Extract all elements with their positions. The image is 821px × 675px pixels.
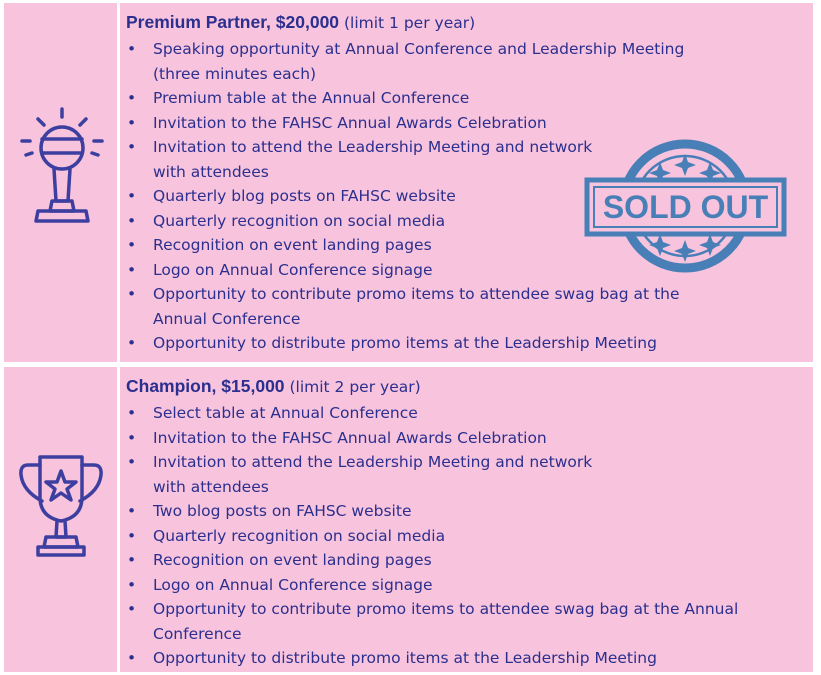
benefit-text: Recognition on event landing pages — [153, 551, 432, 569]
tier-heading — [126, 12, 475, 33]
bullet-point: • — [127, 138, 137, 156]
bullet-point: • — [127, 526, 137, 545]
benefit-text: with attendees — [153, 477, 269, 496]
bullet-point: • — [127, 502, 137, 520]
bullet-point: • — [127, 113, 137, 132]
tier-title: Champion, $15,000 — [126, 376, 285, 396]
benefit-text: Opportunity to contribute promo items to attendee swag bag at the — [153, 285, 680, 303]
bullet-point: • — [127, 649, 137, 667]
benefit-text: Quarterly recognition on social media — [153, 526, 446, 545]
tier-title: Premium Partner, $20,000 — [126, 12, 340, 32]
tier-limit: (limit 1 per year) — [343, 14, 476, 32]
benefit-text: Premium table at the Annual Conference — [153, 89, 470, 107]
bullet-point: • — [127, 600, 137, 618]
benefit-text: Logo on Annual Conference signage — [153, 575, 433, 594]
tier-heading — [126, 376, 421, 397]
bullet-point: • — [127, 187, 137, 205]
bullet-point: • — [127, 453, 137, 471]
benefit-text: Two blog posts on FAHSC website — [153, 502, 412, 520]
benefit-text: Invitation to the FAHSC Annual Awards Celebration — [153, 428, 547, 447]
sold-out-stamp — [583, 132, 788, 280]
premium-partner-icon-cell — [4, 3, 117, 362]
bullet-point: • — [127, 260, 137, 279]
benefit-text: Invitation to the FAHSC Annual Awards Celebration — [153, 113, 547, 132]
benefit-text: Opportunity to contribute promo items to attendee swag bag at the Annual — [153, 600, 739, 618]
bullet-point: • — [127, 575, 137, 594]
benefit-text: Quarterly blog posts on FAHSC website — [153, 187, 456, 205]
bullet-point: • — [127, 236, 137, 254]
benefit-text: Recognition on event landing pages — [153, 236, 432, 254]
stamp-text: SOLD OUT — [602, 189, 769, 225]
bullet-point: • — [127, 428, 137, 447]
benefit-text: Invitation to attend the Leadership Meeting and network — [153, 453, 593, 471]
bullet-point: • — [127, 404, 137, 422]
microphone-trophy-icon — [16, 103, 106, 233]
bullet-point: • — [127, 211, 137, 230]
benefit-text: Invitation to attend the Leadership Meeting and network — [153, 138, 593, 156]
benefit-text: Annual Conference — [153, 309, 301, 328]
benefit-text: Speaking opportunity at Annual Conference and Leadership Meeting — [153, 40, 685, 58]
champion-panel — [120, 367, 813, 672]
bullet-point: • — [127, 89, 137, 107]
benefit-text: Opportunity to distribute promo items at the Leadership Meeting — [153, 334, 657, 352]
benefit-text: Select table at Annual Conference — [153, 404, 418, 422]
benefit-text: Quarterly recognition on social media — [153, 211, 446, 230]
benefit-text: Logo on Annual Conference signage — [153, 260, 433, 279]
premium-partner-panel — [120, 3, 813, 362]
bullet-point: • — [127, 334, 137, 352]
champion-icon-cell — [4, 367, 117, 672]
tier-limit: (limit 2 per year) — [289, 378, 421, 396]
bullet-point: • — [127, 285, 137, 303]
benefit-text: Opportunity to distribute promo items at the Leadership Meeting — [153, 649, 657, 667]
benefit-text: Conference — [153, 624, 242, 643]
benefit-text: with attendees — [153, 162, 269, 181]
bullet-point: • — [127, 40, 137, 58]
benefit-text: (three minutes each) — [153, 64, 317, 83]
star-trophy-icon — [16, 451, 106, 571]
bullet-point: • — [127, 551, 137, 569]
